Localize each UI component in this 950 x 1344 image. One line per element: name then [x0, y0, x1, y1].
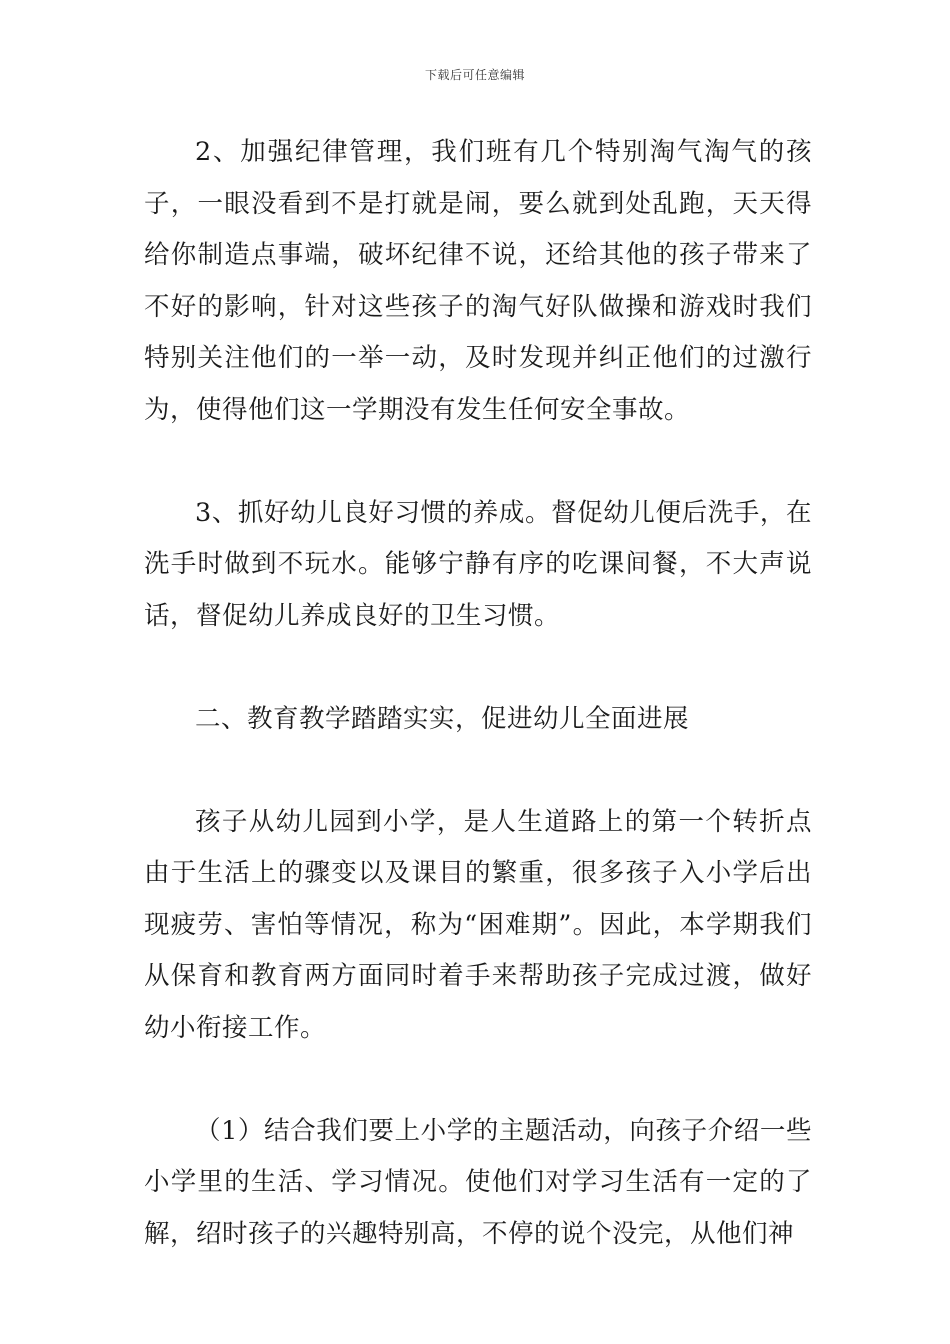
paragraph-activity-1: （1）结合我们要上小学的主题活动，向孩子介绍一些小学里的生活、学习情况。使他们对学习生活有一定的了解，绍时孩子的兴趣特别高，不停的说个没完，从他们神: [144, 1115, 812, 1249]
page-header-note: 下载后可任意编辑: [424, 68, 525, 82]
paragraph-discipline: 2、加强纪律管理，我们班有几个特别淘气淘气的孩子，一眼没看到不是打就是闹，要么就到处乱跑，天天得给你制造点事端，破坏纪律不说，还给其他的孩子带来了不好的影响，针对这些孩子的淘气好队做操和游戏时我们特别关注他们的一举一动，及时发现并纠正他们的过激行为，使得他们这一学期没有发生任何安全事故。: [144, 137, 812, 425]
paragraph-habits: 3、抓好幼儿良好习惯的养成。督促幼儿便后洗手，在洗手时做到不玩水。能够宁静有序的吃课间餐，不大声说话，督促幼儿养成良好的卫生习惯。: [144, 497, 812, 631]
document-body: [144, 127, 812, 1260]
section-heading-education: 二、教育教学踏踏实实，促进幼儿全面进展: [195, 703, 690, 734]
paragraph-transition: 孩子从幼儿园到小学，是人生道路上的第一个转折点由于生活上的骤变以及课目的繁重，很多孩子入小学后出现疲劳、害怕等情况，称为“困难期”。因此，本学期我们从保育和教育两方面同时着手来帮助孩子完成过渡，做好幼小衔接工作。: [144, 806, 812, 1043]
